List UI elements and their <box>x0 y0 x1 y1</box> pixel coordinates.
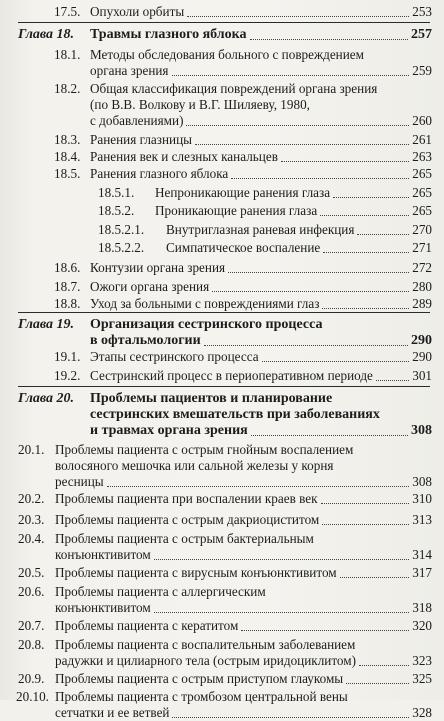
dot-leader <box>172 75 410 76</box>
entry-title-line: Общая классификация повреждений органа зрения <box>90 81 378 96</box>
dot-leader <box>322 308 409 309</box>
entry-title-line: органа зрения <box>90 63 169 78</box>
entry-title-line: волосяного мешочка или сальной железы у корня <box>55 458 334 473</box>
entry-number: 18.7. <box>54 279 81 294</box>
entry-title-last-line <box>55 653 432 669</box>
entry-title-line: Симпатическое воспаление <box>166 240 321 255</box>
entry-title-last-line <box>90 349 432 365</box>
entry-text <box>155 203 432 219</box>
dot-leader <box>204 345 408 346</box>
dot-leader <box>357 234 409 235</box>
entry-number: Глава 19. <box>18 317 75 332</box>
entry-title-line: Сестринский процесс в периоперативном периоде <box>90 368 373 383</box>
entry-text <box>55 671 432 687</box>
entry-text <box>90 279 432 295</box>
page-number: 259 <box>412 63 432 78</box>
dot-leader <box>281 161 409 162</box>
dot-leader <box>320 215 409 216</box>
dot-leader <box>231 178 409 179</box>
page-number: 320 <box>412 618 432 633</box>
page-number: 257 <box>411 27 432 42</box>
entry-number: 18.5.2.2. <box>98 240 145 255</box>
entry-title-last-line <box>155 203 432 219</box>
dot-leader <box>228 272 409 273</box>
entry-title-line: Проблемы пациента с острым бактериальным <box>55 531 314 546</box>
entry-title-last-line <box>90 4 432 20</box>
entry-text <box>55 584 432 616</box>
dot-leader <box>195 144 409 145</box>
entry-title-line: в офтальмологии <box>90 333 201 348</box>
page-number: 290 <box>411 333 432 348</box>
entry-number: Глава 20. <box>18 391 75 406</box>
entry-text <box>166 240 432 256</box>
entry-text <box>90 260 432 276</box>
page-number: 265 <box>412 166 432 181</box>
entry-title-line: Контузии органа зрения <box>90 260 226 275</box>
entry-number: 18.6. <box>54 260 81 275</box>
dot-leader <box>251 435 408 436</box>
dot-leader <box>186 125 409 126</box>
entry-title-line: Ранения глазницы <box>90 132 192 147</box>
entry-title-line: сестринских вмешательств при заболеваниях <box>90 407 380 422</box>
entry-title-line: Проблемы пациента с кератитом <box>55 618 239 633</box>
dot-leader <box>340 577 410 578</box>
entry-title-last-line <box>90 149 432 165</box>
chapter-divider <box>18 22 430 23</box>
dot-leader <box>333 197 409 198</box>
dot-leader <box>107 486 410 487</box>
dot-leader <box>212 291 409 292</box>
entry-number: 19.1. <box>54 349 81 364</box>
entry-title-line: (по В.В. Волкову и В.Г. Шиляеву, 1980, <box>90 97 310 112</box>
entry-title-line: Этапы сестринского процесса <box>90 349 259 364</box>
entry-title-line: Проблемы пациента с воспалительным заболеванием <box>55 637 356 652</box>
entry-text <box>55 618 432 634</box>
entry-title-last-line <box>90 296 432 312</box>
entry-title-last-line <box>90 368 432 384</box>
page-number: 265 <box>412 203 432 218</box>
entry-title-last-line <box>55 474 432 490</box>
entry-title-line: Проблемы пациента при воспалении краев век <box>55 491 318 506</box>
entry-title-last-line <box>55 565 432 581</box>
page-number: 272 <box>412 260 432 275</box>
entry-number: 18.2. <box>54 81 81 96</box>
entry-number: 20.1. <box>18 442 45 457</box>
page-number: 310 <box>412 491 432 506</box>
entry-number: 20.9. <box>18 671 45 686</box>
entry-title-last-line <box>55 491 432 507</box>
entry-text <box>90 349 432 365</box>
entry-title-last-line <box>90 423 432 439</box>
entry-title-line: Организация сестринского процесса <box>90 317 323 332</box>
page-number: 325 <box>412 671 432 686</box>
entry-text <box>90 296 432 312</box>
page-number: 290 <box>412 349 432 364</box>
dot-leader <box>241 630 409 631</box>
entry-title-line: сетчатки и ее ветвей <box>55 705 170 720</box>
entry-text <box>155 185 432 201</box>
entry-text <box>90 81 432 129</box>
entry-title-line: с добавлениями) <box>90 113 184 128</box>
entry-number: 20.3. <box>18 512 45 527</box>
entry-title-line: конъюнктивитом <box>55 547 151 562</box>
entry-title-line: Методы обследования больного с повреждением <box>90 47 364 62</box>
entry-text <box>90 132 432 148</box>
entry-text <box>55 442 432 490</box>
entry-text <box>90 166 432 182</box>
entry-title-line: Травмы глазного яблока <box>90 27 247 42</box>
entry-title-last-line <box>166 222 432 238</box>
entry-text <box>90 317 432 349</box>
entry-title-last-line <box>90 279 432 295</box>
entry-title-line: радужки и цилиарного тела (острым иридоциклитом) <box>55 653 357 668</box>
page-number: 261 <box>412 132 432 147</box>
page-number: 323 <box>412 653 432 668</box>
entry-number: 18.5.2.1. <box>98 222 145 237</box>
dot-leader <box>346 683 409 684</box>
entry-title-last-line <box>166 240 432 256</box>
entry-title-last-line <box>90 333 432 349</box>
page-number: 253 <box>412 4 432 19</box>
page-number: 318 <box>412 600 432 615</box>
chapter-divider <box>18 386 430 387</box>
entry-number: 19.2. <box>54 368 81 383</box>
entry-title-line: Проблемы пациента с острым гнойным воспалением <box>55 442 354 457</box>
entry-number: 18.5.1. <box>98 185 135 200</box>
entry-title-line: ресницы <box>55 474 104 489</box>
entry-number: 20.6. <box>18 584 45 599</box>
page-number: 263 <box>412 149 432 164</box>
entry-title-last-line <box>55 705 432 721</box>
entry-text <box>90 4 432 20</box>
page-number: 280 <box>412 279 432 294</box>
entry-number: 20.7. <box>18 618 45 633</box>
page-number: 270 <box>412 222 432 237</box>
entry-title-line: конъюнктивитом <box>55 600 151 615</box>
entry-title-line: Ожоги органа зрения <box>90 279 210 294</box>
entry-text <box>90 368 432 384</box>
entry-title-last-line <box>90 113 432 129</box>
entry-number: 18.3. <box>54 132 81 147</box>
entry-number: 17.5. <box>54 4 81 19</box>
entry-title-line: Непроникающие ранения глаза <box>155 185 331 200</box>
chapter-divider <box>18 312 430 313</box>
entry-text <box>55 565 432 581</box>
page-number: 271 <box>412 240 432 255</box>
entry-text <box>55 531 432 563</box>
entry-text <box>90 391 432 439</box>
entry-text <box>55 637 432 669</box>
entry-number: 20.4. <box>18 531 45 546</box>
entry-text <box>90 47 432 79</box>
page-number: 314 <box>412 547 432 562</box>
entry-text <box>166 222 432 238</box>
dot-leader <box>359 665 409 666</box>
entry-title-last-line <box>55 618 432 634</box>
entry-text <box>55 491 432 507</box>
entry-title-last-line <box>90 260 432 276</box>
entry-text <box>55 512 432 528</box>
entry-title-line: Проблемы пациента с вирусным конъюнктивитом <box>55 565 337 580</box>
dot-leader <box>187 16 409 17</box>
entry-number: 18.4. <box>54 149 81 164</box>
entry-title-line: Внутриглазная раневая инфекция <box>166 222 355 237</box>
entry-text <box>90 149 432 165</box>
dot-leader <box>323 252 409 253</box>
entry-title-line: Проблемы пациента с тромбозом центральной вены <box>55 689 348 704</box>
entry-title-line: Ранения глазного яблока <box>90 166 229 181</box>
entry-title-line: Проблемы пациентов и планирование <box>90 391 333 406</box>
entry-title-last-line <box>55 600 432 616</box>
entry-title-line: Проникающие ранения глаза <box>155 203 318 218</box>
entry-title-line: Проблемы пациента с аллергическим <box>55 584 266 599</box>
page-number: 260 <box>412 113 432 128</box>
entry-title-line: и травмах органа зрения <box>90 423 248 438</box>
dot-leader <box>154 559 409 560</box>
entry-title-last-line <box>155 185 432 201</box>
page-number: 301 <box>412 368 432 383</box>
entry-number: 18.1. <box>54 47 81 62</box>
entry-title-line: Проблемы пациента с острым приступом глаукомы <box>55 671 344 686</box>
dot-leader <box>154 612 409 613</box>
entry-number: 18.5.2. <box>98 203 135 218</box>
entry-number: 20.8. <box>18 637 45 652</box>
entry-title-line: Ранения век и слезных канальцев <box>90 149 278 164</box>
dot-leader <box>321 503 410 504</box>
page-number: 317 <box>412 565 432 580</box>
entry-number: 20.5. <box>18 565 45 580</box>
page-number: 289 <box>412 296 432 311</box>
dot-leader <box>376 380 409 381</box>
entry-text <box>90 27 432 43</box>
entry-number: 20.10. <box>16 689 49 704</box>
dot-leader <box>172 717 409 718</box>
dot-leader <box>322 524 409 525</box>
entry-title-last-line <box>90 166 432 182</box>
entry-title-last-line <box>55 547 432 563</box>
entry-title-last-line <box>90 132 432 148</box>
page-number: 308 <box>411 423 432 438</box>
page-number: 265 <box>412 185 432 200</box>
entry-title-line: Уход за больными с повреждениями глаз <box>90 296 320 311</box>
page-number: 313 <box>412 512 432 527</box>
dot-leader <box>262 361 410 362</box>
entry-title-line: Проблемы пациента с острым дакриоциститом <box>55 512 320 527</box>
entry-title-last-line <box>90 63 432 79</box>
entry-title-line: Опухоли орбиты <box>90 4 185 19</box>
entry-title-last-line <box>55 671 432 687</box>
entry-number: 18.8. <box>54 296 81 311</box>
entry-number: 20.2. <box>18 491 45 506</box>
entry-title-last-line <box>55 512 432 528</box>
dot-leader <box>250 39 408 40</box>
page-number: 308 <box>412 474 432 489</box>
entry-title-last-line <box>90 27 432 43</box>
entry-number: 18.5. <box>54 166 81 181</box>
entry-number: Глава 18. <box>18 27 75 42</box>
entry-text <box>55 689 432 721</box>
page-number: 328 <box>412 705 432 720</box>
